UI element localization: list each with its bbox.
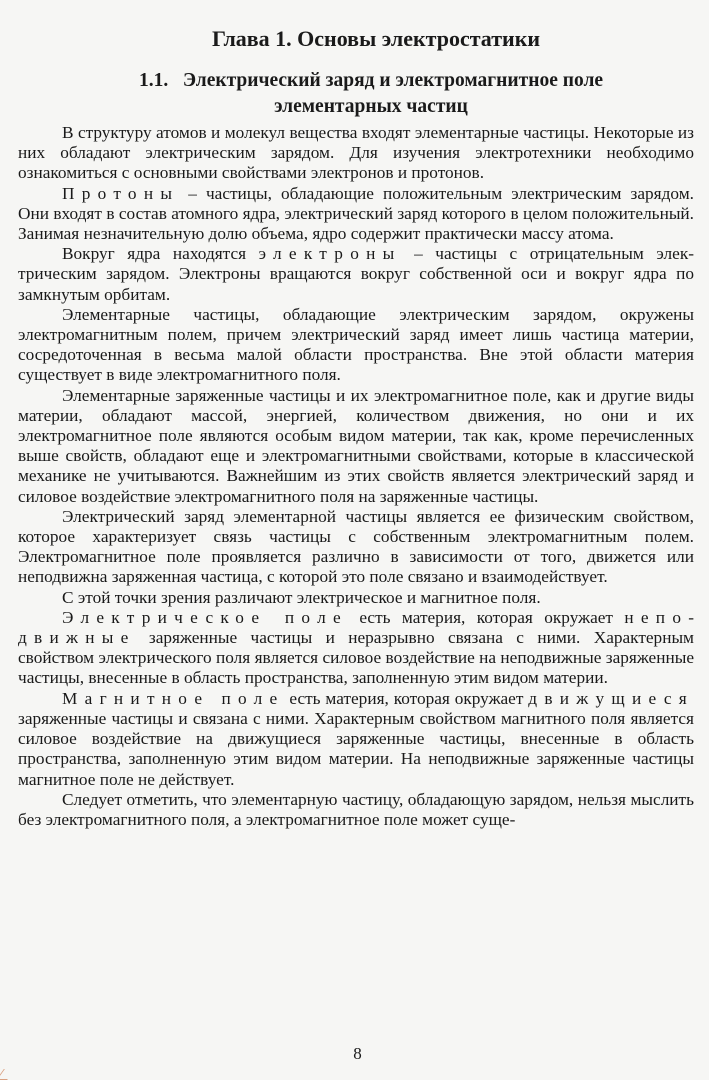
term-electrons: электроны: [258, 244, 402, 264]
paragraph-10: Следует отметить, что элементарную частицу, обладающую зарядом, нельзя мыслить без электромагнитного поля, а электромагнитное поле может суще-: [18, 789, 694, 829]
paragraph-3-start: Вокруг ядра находятся: [62, 244, 259, 264]
paragraph-5: Элементарные заряженные частицы и их электромагнитное поле, как и другие виды материи, обладают массой, энергией, количеством движения, но они и их электромагнитное поле являются особым видом материи, так как, кроме перечисленных выше свойств, обладают еще и электромагнитными свойствами, которые в классической механике не учитываются. Важнейшим из этих свойств является электрический заряд и силовое воздействие электромагнитного поля на заряженные частицы.: [18, 385, 694, 506]
section-title: [18, 68, 694, 120]
term-electric-field: Электрическое поле: [62, 607, 348, 627]
page: [18, 24, 694, 830]
paragraph-9: [18, 689, 694, 790]
term-stationary: неподвижные: [18, 607, 694, 648]
term-protons: Протоны: [62, 183, 180, 203]
paragraph-3: [18, 244, 694, 305]
section-title-line1: 1.1. Электрический заряд и электромагнитное поле: [138, 70, 604, 91]
paragraph-7: С этой точки зрения различают электрическое и магнитное поля.: [62, 587, 541, 607]
paragraph-8-text: заряженные частицы и неразрывно связана с ними. Характерным свойством электрического поля является силовое воздействие на неподвижные заряженные частицы, внесенные в область пространства, заполненную этим видом материи.: [18, 628, 694, 688]
paragraph-1: В структуру атомов и молекул вещества входят элементарные частицы. Некоторые из них обладают электрическим зарядом. Для изучения электротехники необходимо ознакомиться с основными свойствами электронов и протонов.: [18, 123, 694, 183]
paragraph-4: Элементарные частицы, обладающие электрическим зарядом, окружены электромагнитным полем, причем электрический заряд имеет лишь частица материи, сосредоточенная в весьма малой области пространства. Вне этой области материя существует в виде электромагнитного поля.: [18, 304, 694, 385]
paragraph-9-mid: есть материя, которая окружает: [284, 688, 529, 708]
paragraph-2-text: – частицы, обладающие положительным электрическим зарядом. Они входят в состав атомного ядра, электрический заряд которого в целом положительный. Занимая незначительную долю объема, ядро содержит практически массу атома.: [18, 183, 694, 244]
corner-mark: [0, 1069, 15, 1080]
page-number: 8: [353, 1044, 362, 1063]
paragraph-8: [18, 608, 694, 689]
paragraph-8-mid: есть материя, которая окружает: [347, 607, 625, 627]
paragraph-3-text: – частицы с отрицательным электрическим зарядом. Электроны вращаются вокруг собственной оси и вокруг ядра по замкнутым орбитам.: [18, 244, 694, 304]
term-magnetic-field: Магнитное поле: [62, 688, 285, 708]
paragraph-2: [18, 184, 694, 245]
paragraph-9-text: заряженные частицы и связана с ними. Характерным свойством магнитного поля является силовое воздействие на движущиеся заряженные частицы, внесенные в область пространства, заполненную этим видом материи. На неподвижные заряженные частицы магнитное поле не действует.: [18, 708, 694, 789]
term-moving: движущиеся: [528, 688, 694, 708]
chapter-title: Глава 1. Основы электростатики: [211, 26, 541, 51]
paragraph-6: Электрический заряд элементарной частицы является ее физическим свойством, которое характеризует связь частицы с собственным электромагнитным полем. Электромагнитное поле проявляется различно в зависимости от того, движется или неподвижна заряженная частица, с которой это поле связано и взаимодействует.: [18, 506, 694, 587]
section-title-line2: элементарных частиц: [274, 96, 468, 117]
